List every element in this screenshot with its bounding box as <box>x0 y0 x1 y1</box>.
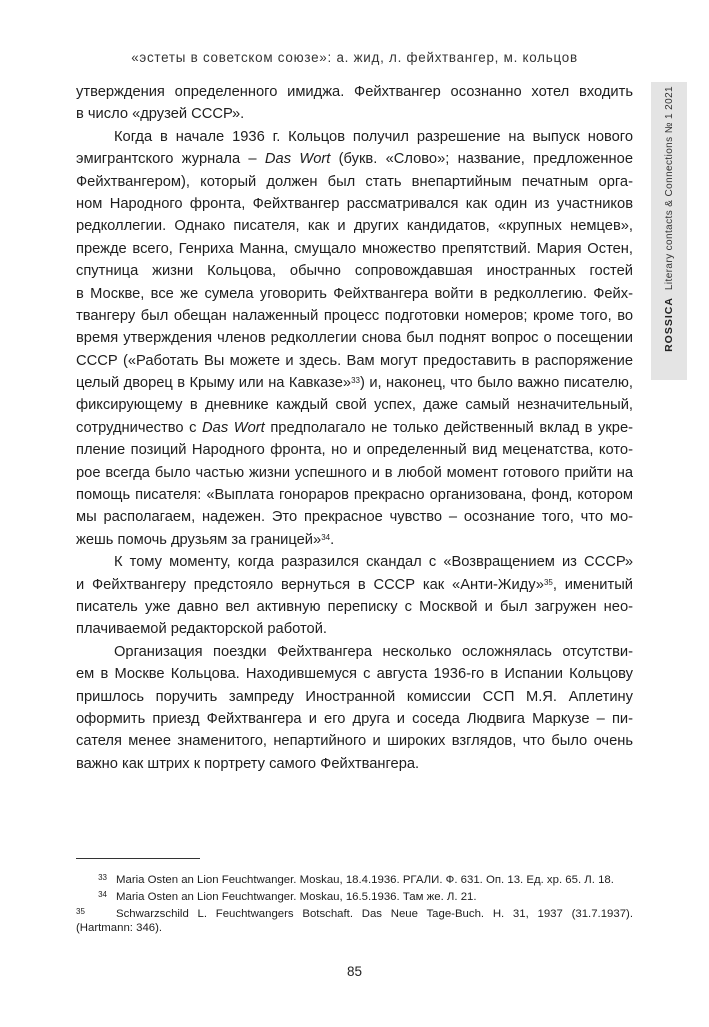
running-head: «эстеты в советском союзе»: а. жид, л. фейхтвангер, м. кольцов <box>131 50 578 65</box>
line-text: важно как штрих к портрету самого Фейхтвангера. <box>76 755 420 772</box>
text-line <box>76 730 633 752</box>
footnote-item <box>76 886 633 903</box>
footnotes <box>76 869 633 937</box>
footnote-number: 33 <box>98 873 107 882</box>
line-text: ем в Москве Кольцова. Находившемуся с августа 1936-го в Испании Кольцову <box>76 666 633 683</box>
footnote-text: Maria Osten an Lion Feuchtwanger. Moskau, 16.5.1936. Там же. Л. 21. <box>116 891 477 903</box>
text-line <box>76 506 633 528</box>
footnote-text-cont: (Hartmann: 346). <box>76 922 163 934</box>
text-line <box>76 686 633 708</box>
line-text: целый дворец в Крыму или на Кавказе» <box>76 375 352 392</box>
text-line <box>76 103 633 125</box>
text-line <box>76 171 633 193</box>
line-text: прежде всего, Генриха Манна, смущало множество препятствий. Мария Остен, <box>76 240 633 257</box>
text-line <box>76 641 633 663</box>
text-line <box>76 126 633 148</box>
footnote-number: 35 <box>76 907 85 916</box>
line-text: пление позиций Народного фронта, но и определенный вид меценатства, кото- <box>76 442 633 459</box>
text-line <box>76 215 633 237</box>
text-line <box>76 305 633 327</box>
line-text: оформить приезд Фейхтвангера и его друга и соседа Людвига Маркузе – пи- <box>76 710 633 727</box>
journal-title-italic: Das Wort <box>264 151 331 168</box>
footnote-item <box>76 903 633 920</box>
line-text: утверждения определенного имиджа. Фейхтвангер осознанно хотел входить <box>76 84 633 100</box>
footnote-continuation <box>76 920 633 937</box>
text-line <box>76 618 633 640</box>
text-line <box>76 439 633 461</box>
line-text: время утверждения членов редколлегии снова был поднят вопрос о посещении <box>76 330 633 347</box>
line-text: эмигрантского журнала – <box>76 151 265 168</box>
text-line <box>76 394 633 416</box>
line-text: фиксирующему в дневнике каждый свой успех, даже самый незначительный, <box>76 397 633 414</box>
footnote-ref: 34 <box>321 532 331 542</box>
text-line <box>76 372 633 394</box>
text-line <box>76 596 633 618</box>
line-text-after: предполагало не только действенный вклад в укре- <box>264 419 634 436</box>
text-line <box>76 81 633 103</box>
text-line <box>76 193 633 215</box>
line-text: ном Народного фронта, Фейхтвангер рассматривался как один из участников <box>76 195 633 212</box>
line-text: редколлегии. Однако писателя, как и других кандидатов, «крупных немцев», <box>76 218 633 235</box>
text-line <box>76 574 633 596</box>
text-line <box>76 350 633 372</box>
line-text: пришлось поручить зампреду Иностранной комиссии ССП М.Я. Аплетину <box>76 688 633 705</box>
text-line <box>76 663 633 685</box>
footnote-text: Maria Osten an Lion Feuchtwanger. Moskau, 18.4.1936. РГАЛИ. Ф. 631. Оп. 13. Ед. хр. 65. Л. 18. <box>116 874 614 886</box>
text-line <box>76 327 633 349</box>
line-text: в Москве, все же сумела уговорить Фейхтвангера войти в редколлегию. Фейх- <box>76 285 633 302</box>
journal-title-italic: Das Wort <box>202 419 265 436</box>
footnote-number: 34 <box>98 890 107 899</box>
line-text: Когда в начале 1936 г. Кольцов получил разрешение на выпуск нового <box>114 128 633 145</box>
text-line <box>76 260 633 282</box>
text-line <box>76 238 633 260</box>
journal-side-tab <box>651 82 687 380</box>
line-text: писатель уже давно вел активную переписку с Москвой и был загружен нео- <box>76 598 633 615</box>
footnote-item <box>76 869 633 886</box>
text-line <box>76 484 633 506</box>
line-text: сателя менее знаменитого, непартийного и широких взглядов, что было очень <box>76 733 633 750</box>
line-text-after: , именитый <box>552 576 633 593</box>
line-text-after: (букв. «Слово»; название, предложенное <box>330 151 633 168</box>
footnote-ref: 35 <box>543 577 553 587</box>
footnote-ref: 33 <box>351 376 360 386</box>
text-line <box>76 283 633 305</box>
line-text: плачиваемой редакторской работой. <box>76 621 327 638</box>
journal-brand: ROSSICA <box>663 297 675 352</box>
page-number: 85 <box>346 964 363 979</box>
line-text: мы располагаем, надежен. Это прекрасное чувство – осознание того, что мо- <box>76 509 633 526</box>
footnote-text: Schwarzschild L. Feuchtwangers Botschaft. Das Neue Tage-Buch. H. 31, 1937 (31.7.1937). <box>116 908 633 920</box>
line-text: спутница жизни Кольцова, обычно сопровождавшая иностранных гостей <box>76 263 633 280</box>
line-text: СССР («Работать Вы можете и здесь. Вам могут предоставить в распоряжение <box>76 352 633 369</box>
journal-subtitle: Literary contacts & Connections № 1 2021 <box>663 86 675 291</box>
line-text: в число «друзей СССР». <box>76 106 245 123</box>
footnote-divider <box>76 858 200 859</box>
line-text: Организация поездки Фейхтвангера несколько осложнялась отсутстви- <box>114 643 633 660</box>
line-text: помощь писателя: «Выплата гонораров прекрасно организована, фонд, котором <box>76 487 633 504</box>
text-line <box>76 417 633 439</box>
text-line <box>76 708 633 730</box>
line-text: сотрудничество с <box>76 419 203 436</box>
line-text: жешь помочь друзьям за границей» <box>76 531 322 548</box>
line-text: и Фейхтвангеру предстояло вернуться в СССР как «Анти-Жиду» <box>76 576 544 593</box>
text-line <box>76 462 633 484</box>
main-text <box>76 81 633 775</box>
line-text: К тому моменту, когда разразился скандал с «Возвращением из СССР» <box>114 554 633 571</box>
line-text: Фейхтвангером), который должен был стать внепартийным печатным орга- <box>76 173 633 190</box>
text-line <box>76 148 633 170</box>
line-text-after: ) и, наконец, что было важно писателю, <box>360 375 633 392</box>
text-line <box>76 529 633 551</box>
line-text: твангеру был обещан налаженный процесс подготовки номеров; кроме того, во <box>76 307 633 324</box>
text-line <box>76 551 633 573</box>
text-line <box>76 753 633 775</box>
journal-side-label <box>660 86 678 376</box>
line-text-after: . <box>330 531 335 548</box>
line-text: рое всегда было частью жизни успешного и в любой момент готового прийти на <box>76 464 633 481</box>
